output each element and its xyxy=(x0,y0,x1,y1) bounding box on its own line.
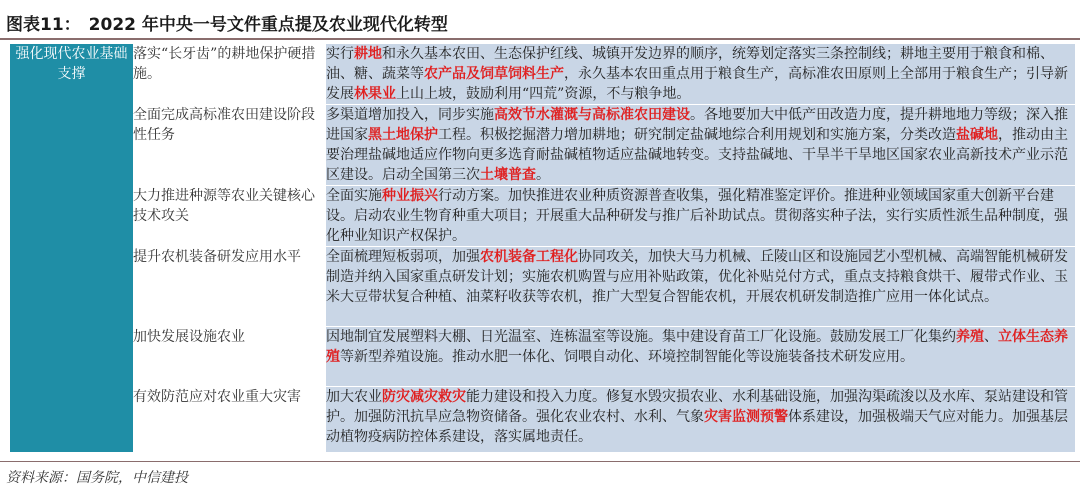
measure-cell: 落实“长牙齿”的耕地保护硬措施。 xyxy=(133,44,326,105)
description-text: 加大农业 xyxy=(326,389,382,405)
description-text: 行动方案。加快推进农业种质资源普查收集，强化精准鉴定评价。推进种业领域国家重大创新平台建设。启动农业生物育种重大项目；开展重大品种研发与推广后补助试点。贯彻落实种子法，实行实质性派生品种制度，强化种业知识产权保护。 xyxy=(326,188,1068,244)
highlighted-keyword: 耕地 xyxy=(354,46,382,62)
measure-cell: 加快发展设施农业 xyxy=(133,327,326,387)
description-text: 全面梳理短板弱项，加强 xyxy=(326,249,480,265)
description-text: 实行 xyxy=(326,46,354,62)
description-text: 、 xyxy=(984,329,998,345)
highlighted-keyword: 黑土地保护 xyxy=(368,127,438,143)
table-row xyxy=(10,105,1075,186)
description-text: 工程。积极挖掘潜力增加耕地；研究制定盐碱地综合利用规划和实施方案，分类改造 xyxy=(438,127,956,143)
description-text: 因地制宜发展塑料大棚、日光温室、连栋温室等设施。集中建设育苗工厂化设施。鼓励发展工厂化集约 xyxy=(326,329,956,345)
description-text: ，推动由主要治理盐碱地适应作物向更多选育耐盐碱植物适应盐碱地转变。支持盐碱地、干旱半干旱地区国家农业高新技术产业示范区建设。启动全国第三次 xyxy=(326,127,1068,183)
highlighted-keyword: 立体生态养殖 xyxy=(326,329,1068,365)
table-row xyxy=(10,327,1075,387)
measure-cell: 提升农机装备研发应用水平 xyxy=(133,247,326,327)
highlighted-keyword: 土壤普查 xyxy=(480,167,536,183)
highlighted-keyword: 种业振兴 xyxy=(382,188,438,204)
figure-title-text: 2022 年中央一号文件重点提及农业现代化转型 xyxy=(88,15,448,35)
figure-number: 图表11： xyxy=(6,15,81,35)
measure-cell: 有效防范应对农业重大灾害 xyxy=(133,387,326,453)
description-text: 。各地要加大中低产田改造力度，提升耕地地力等级；深入推进国家 xyxy=(326,107,1068,143)
description-cell xyxy=(326,44,1075,105)
description-cell xyxy=(326,186,1075,247)
description-text: 和永久基本农田、生态保护红线、城镇开发边界的顺序，统筹划定落实三条控制线；耕地主要用于粮食和棉、油、糖、蔬菜等 xyxy=(326,46,1054,82)
policy-table xyxy=(10,44,1075,453)
highlighted-keyword: 养殖 xyxy=(956,329,984,345)
description-text: 协同攻关，加快大马力机械、丘陵山区和设施园艺小型机械、高端智能机械研发制造并纳入国家重点研发计划；实施农机购置与应用补贴政策，优化补贴兑付方式，重点支持粮食烘干、履带式作业、玉米大豆带状复合种植、油菜籽收获等农机，推广大型复合智能农机，开展农机研发制造推广应用一体化试点。 xyxy=(326,249,1068,305)
description-text: 上山上坡，鼓励利用“四荒”资源，不与粮争地。 xyxy=(396,86,691,102)
measure-cell: 全面完成高标准农田建设阶段性任务 xyxy=(133,105,326,186)
highlighted-keyword: 农机装备工程化 xyxy=(480,249,578,265)
title-rule xyxy=(0,38,1080,40)
description-cell xyxy=(326,327,1075,387)
description-cell xyxy=(326,105,1075,186)
measure-cell: 大力推进种源等农业关键核心技术攻关 xyxy=(133,186,326,247)
description-text: 。 xyxy=(536,167,550,183)
table-row xyxy=(10,387,1075,453)
category-cell: 强化现代农业基础支撑 xyxy=(10,44,133,453)
table-row xyxy=(10,247,1075,327)
highlighted-keyword: 盐碱地 xyxy=(956,127,998,143)
description-cell xyxy=(326,387,1075,453)
highlighted-keyword: 农产品及饲草饲料生产 xyxy=(424,66,564,82)
description-cell xyxy=(326,247,1075,327)
description-text: 多渠道增加投入，同步实施 xyxy=(326,107,494,123)
description-text: 能力建设和投入力度。修复水毁灾损农业、水利基础设施，加强沟渠疏浚以及水库、泵站建设和管护。加强防汛抗旱应急物资储备。强化农业农村、水利、气象 xyxy=(326,389,1068,425)
highlighted-keyword: 灾害监测预警 xyxy=(704,409,788,425)
bottom-rule xyxy=(0,461,1080,462)
figure-title xyxy=(6,10,448,35)
description-text: 全面实施 xyxy=(326,188,382,204)
table-row xyxy=(10,44,1075,105)
highlighted-keyword: 高效节水灌溉与高标准农田建设 xyxy=(494,107,690,123)
table-row xyxy=(10,186,1075,247)
highlighted-keyword: 林果业 xyxy=(354,86,396,102)
description-text: 等新型养殖设施。推动水肥一体化、饲喂自动化、环境控制智能化等设施装备技术研发应用。 xyxy=(340,349,914,365)
description-text: ，永久基本农田重点用于粮食生产，高标准农田原则上全部用于粮食生产；引导新发展 xyxy=(326,66,1068,102)
description-text: 体系建设，加强极端天气应对能力。加强基层动植物疫病防控体系建设，落实属地责任。 xyxy=(326,409,1068,445)
source-note: 资料来源：国务院，中信建投 xyxy=(6,470,188,486)
highlighted-keyword: 防灾减灾救灾 xyxy=(382,389,466,405)
